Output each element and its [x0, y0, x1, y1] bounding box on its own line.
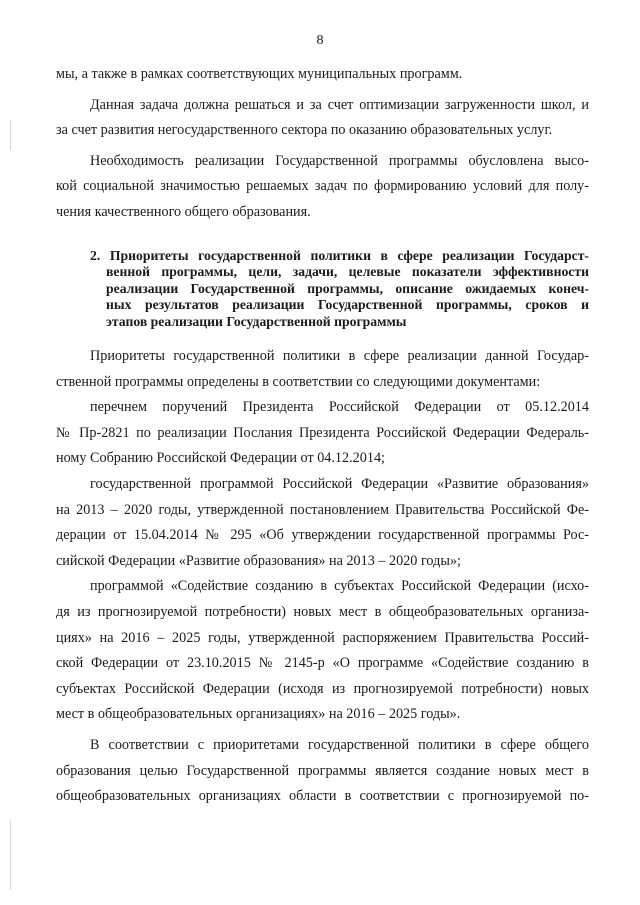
text-line: Приоритеты государственной политики в сфере реализации данной Государ-: [90, 348, 589, 365]
text-line: субъектах Российской Федерации (исходя из прогнозируемой потребности) новых: [56, 680, 589, 697]
paragraph-spacer: [56, 226, 589, 248]
text-line: кой социальной значимостью решаемых задач по формированию условий для полу-: [56, 178, 589, 195]
paragraph: [56, 733, 589, 810]
text-line: мы, а также в рамках соответствующих муниципальных программ.: [56, 66, 463, 82]
text-line: чения качественного общего образования.: [56, 203, 311, 220]
heading-line: 2. Приоритеты государственной политики в сфере реализации Государст-: [90, 247, 589, 263]
text-line: ской Федерации от 23.10.2015 № 2145-р «О программе «Содействие созданию в: [56, 655, 589, 672]
paragraph: [56, 344, 589, 395]
text-line: образования целью Государственной программы является создание новых мест в: [56, 762, 589, 779]
text-line: Необходимость реализации Государственной программы обусловлена высо-: [90, 152, 589, 169]
heading-line: реализации Государственной программы, описание ожидаемых конеч-: [106, 280, 589, 296]
text-line: программой «Содействие созданию в субъектах Российской Федерации (исхо-: [90, 578, 589, 595]
heading-line: ных результатов реализации Государственной программы, сроков и: [106, 297, 589, 313]
page-number: 8: [316, 33, 324, 48]
scan-margin-mark: [10, 820, 11, 890]
text-line: дерации от 15.04.2014 № 295 «Об утверждении государственной программы Рос-: [56, 527, 589, 544]
document-body: [56, 62, 589, 810]
text-line: № Пр-2821 по реализации Послания Президента Российской Федерации Федераль-: [56, 424, 589, 441]
text-line: циях» на 2016 – 2025 годы, утвержденной распоряжением Правительства Россий-: [56, 629, 589, 646]
text-line: за счет развития негосударственного сектора по оказанию образовательных услуг.: [56, 122, 553, 139]
text-line: сийской Федерации «Развитие образования» на 2013 – 2020 годы»;: [56, 552, 461, 569]
heading-line: венной программы, цели, задачи, целевые показатели эффективности: [106, 264, 589, 280]
text-line: общеобразовательных организациях области в соответствии с прогнозируемой по-: [56, 788, 589, 805]
text-line: В соответствии с приоритетами государственной политики в сфере общего: [90, 736, 589, 753]
paragraph: [56, 149, 589, 226]
text-line: государственной программой Российской Федерации «Развитие образования»: [90, 476, 589, 493]
paragraph: [56, 93, 589, 144]
paragraph: [56, 574, 589, 728]
heading-line: этапов реализации Государственной программы: [106, 313, 407, 329]
paragraph: [56, 395, 589, 472]
paragraph: [56, 62, 589, 88]
text-line: перечнем поручений Президента Российской Федерации от 05.12.2014: [90, 399, 589, 416]
text-line: ственной программы определены в соответствии со следующими документами:: [56, 373, 541, 390]
text-line: дя из прогнозируемой потребности) новых мест в общеобразовательных организа-: [56, 604, 589, 620]
text-line: мест в общеобразовательных организациях» на 2016 – 2025 годы».: [56, 706, 461, 723]
paragraph: [56, 472, 589, 574]
text-line: на 2013 – 2020 годы, утвержденной постановлением Правительства Российской Фе-: [56, 501, 589, 518]
section-heading: [56, 248, 589, 331]
text-line: ному Собранию Российской Федерации от 04.12.2014;: [56, 450, 385, 467]
text-line: Данная задача должна решаться и за счет оптимизации загруженности школ, и: [90, 96, 589, 113]
scan-margin-mark: [10, 120, 11, 150]
